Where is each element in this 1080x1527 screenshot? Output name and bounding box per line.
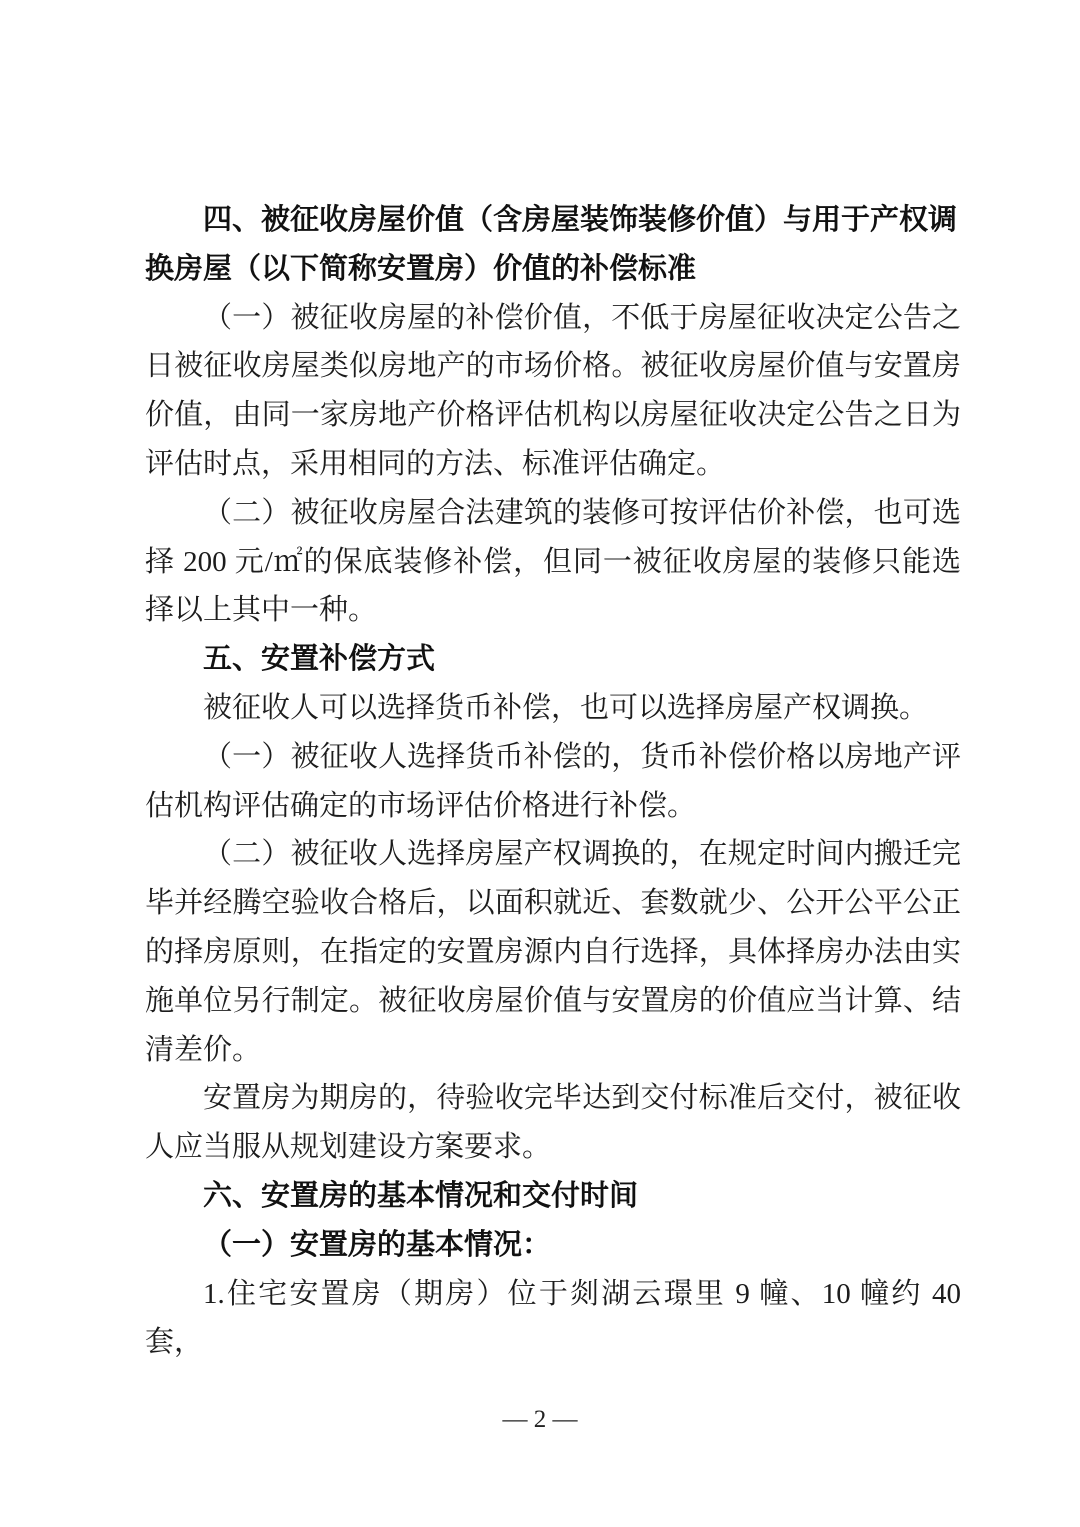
paragraph: 安置房为期房的，待验收完毕达到交付标准后交付，被征收人应当服从规划建设方案要求。	[145, 1082, 961, 1164]
page-number: — 2 —	[502, 1406, 578, 1433]
section-heading: 五、安置补偿方式	[203, 643, 436, 676]
paragraph: （二）被征收房屋合法建筑的装修可按评估价补偿，也可选择 200 元/㎡的保底装修补偿，但同一被征收房屋的装修只能选择以上其中一种。	[145, 496, 961, 627]
sub-heading: （一）安置房的基本情况：	[203, 1228, 552, 1261]
paragraph: 1.住宅安置房（期房）位于剡湖云璟里 9 幢、10 幢约 40 套，	[145, 1277, 961, 1359]
paragraph: （二）被征收人选择房屋产权调换的，在规定时间内搬迁完毕并经腾空验收合格后，以面积就近、套数就少、公开公平公正的择房原则，在指定的安置房源内自行选择，具体择房办法由实施单位另行制定。被征收房屋价值与安置房的价值应当计算、结清差价。	[145, 838, 961, 1066]
paragraph: （一）被征收房屋的补偿价值，不低于房屋征收决定公告之日被征收房屋类似房地产的市场价格。被征收房屋价值与安置房价值，由同一家房地产价格评估机构以房屋征收决定公告之日为评估时点，采用相同的方法、标准评估确定。	[145, 301, 961, 480]
paragraph: 被征收人可以选择货币补偿，也可以选择房屋产权调换。	[203, 691, 929, 724]
paragraph: （一）被征收人选择货币补偿的，货币补偿价格以房地产评估机构评估确定的市场评估价格进行补偿。	[145, 740, 961, 822]
document-content	[145, 196, 961, 1367]
section-heading: 四、被征收房屋价值（含房屋装饰装修价值）与用于产权调换房屋（以下简称安置房）价值的补偿标准	[145, 204, 958, 285]
section-heading: 六、安置房的基本情况和交付时间	[203, 1179, 639, 1212]
